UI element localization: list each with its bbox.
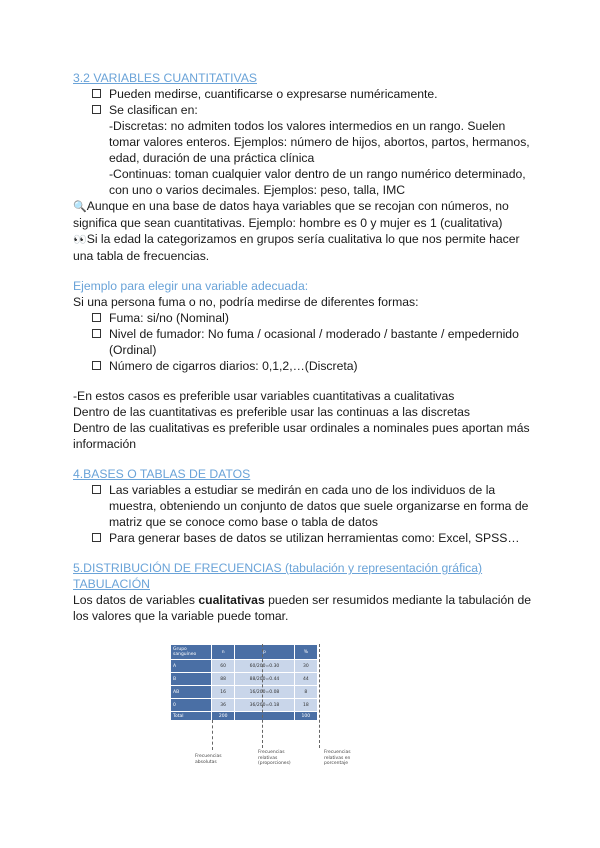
caption-relative: Frecuencias relativas (proporciones) xyxy=(258,750,291,766)
table-row: AB 16 16/200=0.08 8 xyxy=(171,686,318,699)
table-row: A 60 60/200=0.30 30 xyxy=(171,660,318,673)
list-item: Las variables a estudiar se medirán en cada uno de los individuos de la muestra, obteniendo un conjunto de datos que suele organizarse en forma de matriz que se conoce como base o tabla de datos xyxy=(73,482,533,530)
list-item: Nivel de fumador: No fuma / ocasional / moderado / bastante / empedernido (Ordinal) xyxy=(73,326,533,358)
checkbox-icon xyxy=(92,105,101,114)
caption-percent: Frecuencias relativas en porcentaje xyxy=(324,750,351,766)
header-cell: n xyxy=(212,645,235,660)
list-item: Para generar bases de datos se utilizan herramientas como: Excel, SPSS… xyxy=(73,530,533,546)
table-total-row: Total 200 100 xyxy=(171,712,318,721)
tabulacion-text: Los datos de variables cualitativas pueden ser resumidos mediante la tabulación de los valores que la variable puede tomar. xyxy=(73,593,531,623)
caption-absolute: Frecuencias absolutas xyxy=(195,754,222,765)
checkbox-icon xyxy=(92,329,101,338)
tabulacion-subheading: TABULACIÓN xyxy=(73,577,150,591)
frequency-table xyxy=(170,644,318,721)
list-item: Pueden medirse, cuantificarse o expresarse numéricamente. xyxy=(73,86,533,102)
list-item: Fuma: si/no (Nominal) xyxy=(73,310,533,326)
paragraph: Dentro de las cuantitativas es preferible usar las continuas a las discretas xyxy=(73,405,470,419)
frequency-table-figure xyxy=(170,644,320,720)
paragraph: -En estos casos es preferible usar variables cuantitativas a cualitativas xyxy=(73,389,455,403)
example-heading: Ejemplo para elegir una variable adecuada: xyxy=(73,279,309,293)
table-row: B 88 88/200=0.44 44 xyxy=(171,673,318,686)
table-header-row xyxy=(171,645,318,660)
magnifier-icon: 🔍 xyxy=(73,201,87,213)
eyes-icon: 👀 xyxy=(73,234,87,246)
checkbox-icon xyxy=(92,361,101,370)
list-item: Número de cigarros diarios: 0,1,2,…(Discreta) xyxy=(73,358,533,374)
paragraph: Dentro de las cualitativas es preferible usar ordinales a nominales pues aportan más información xyxy=(73,421,530,451)
header-cell: Grupo sanguíneo xyxy=(171,645,212,660)
header-cell: p xyxy=(235,645,294,660)
continuas-text: -Continuas: toman cualquier valor dentro de un rango numérico determinado, con uno o varios decimales. Ejemplos: peso, talla, IMC xyxy=(109,167,526,197)
note-1: 🔍Aunque en una base de datos haya variables que se recojan con números, no significa que sean cuantitativas. Ejemplo: hombre es 0 y mujer es 1 (cualitativa) xyxy=(73,199,509,230)
pointer-line xyxy=(262,644,263,748)
header-cell: % xyxy=(294,645,317,660)
table-row: 0 36 36/200=0.18 18 xyxy=(171,699,318,712)
pointer-line xyxy=(319,644,320,748)
checkbox-icon xyxy=(92,313,101,322)
discretas-text: -Discretas: no admiten todos los valores intermedios en un rango. Suelen tomar valores enteros. Ejemplos: número de hijos, abortos, partos, hermanos, edad, duración de una práctica clínica xyxy=(109,119,530,165)
example-intro: Si una persona fuma o no, podría medirse de diferentes formas: xyxy=(73,295,419,309)
note-2: 👀Si la edad la categorizamos en grupos sería cualitativa lo que nos permite hacer una tabla de frecuencias. xyxy=(73,232,520,263)
pointer-line xyxy=(212,720,213,750)
document-page xyxy=(73,70,533,624)
list-item: Se clasifican en: xyxy=(73,102,533,118)
checkbox-icon xyxy=(92,89,101,98)
section-5-heading: 5.DISTRIBUCIÓN DE FRECUENCIAS (tabulación y representación gráfica) xyxy=(73,561,483,575)
checkbox-icon xyxy=(92,485,101,494)
section-4-heading: 4.BASES O TABLAS DE DATOS xyxy=(73,467,251,481)
checkbox-icon xyxy=(92,533,101,542)
section-3-2-heading: 3.2 VARIABLES CUANTITATIVAS xyxy=(73,71,257,85)
